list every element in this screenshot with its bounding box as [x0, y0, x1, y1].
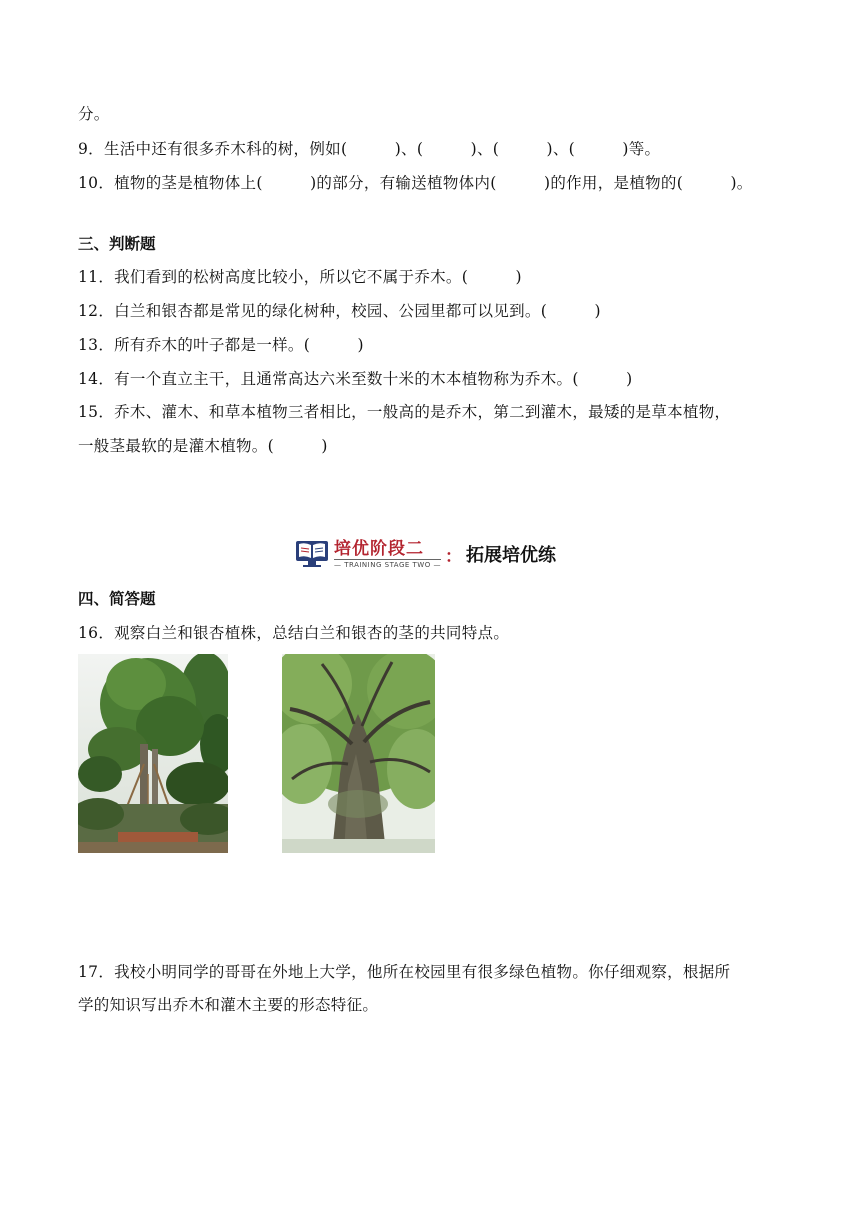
- banner-stage-label: 培优阶段二: [334, 538, 424, 559]
- stage-banner: [294, 537, 556, 571]
- question-11: 11．我们看到的松树高度比较小，所以它不属于乔木。( ): [78, 268, 522, 286]
- question-10: 10．植物的茎是植物体上( )的部分，有输送植物体内( )的作用，是植物的( )。: [78, 174, 753, 192]
- book-monitor-icon: [294, 539, 330, 569]
- banner-colon: ：: [444, 546, 462, 567]
- banner-subtitle: — TRAINING STAGE TWO —: [334, 560, 441, 569]
- question-17-line1: 17．我校小明同学的哥哥在外地上大学，他所在校园里有很多绿色植物。你仔细观察，根据所: [78, 963, 731, 981]
- banner-title: 拓展培优练: [465, 545, 556, 566]
- continued-text: 分。: [78, 105, 110, 123]
- question-16: 16．观察白兰和银杏植株，总结白兰和银杏的茎的共同特点。: [78, 624, 510, 642]
- question-12: 12．白兰和银杏都是常见的绿化树种，校园、公园里都可以见到。( ): [78, 302, 601, 320]
- question-15-line2: 一般茎最软的是灌木植物。( ): [78, 437, 328, 455]
- question-13: 13．所有乔木的叶子都是一样。( ): [78, 336, 364, 354]
- question-9: 9．生活中还有很多乔木科的树，例如( )、( )、( )、( )等。: [78, 140, 661, 158]
- magnolia-tree-photo: [78, 654, 228, 853]
- ginkgo-tree-photo: [282, 654, 435, 853]
- question-14: 14．有一个直立主干，且通常高达六米至数十米的木本植物称为乔木。( ): [78, 370, 633, 388]
- section-heading-short-answer: 四、简答题: [78, 590, 156, 608]
- question-15-line1: 15．乔木、灌木、和草本植物三者相比，一般高的是乔木，第二到灌木，最矮的是草本植物，: [78, 403, 731, 421]
- question-17-line2: 学的知识写出乔木和灌木主要的形态特征。: [78, 996, 379, 1014]
- section-heading-judgement: 三、判断题: [78, 235, 156, 253]
